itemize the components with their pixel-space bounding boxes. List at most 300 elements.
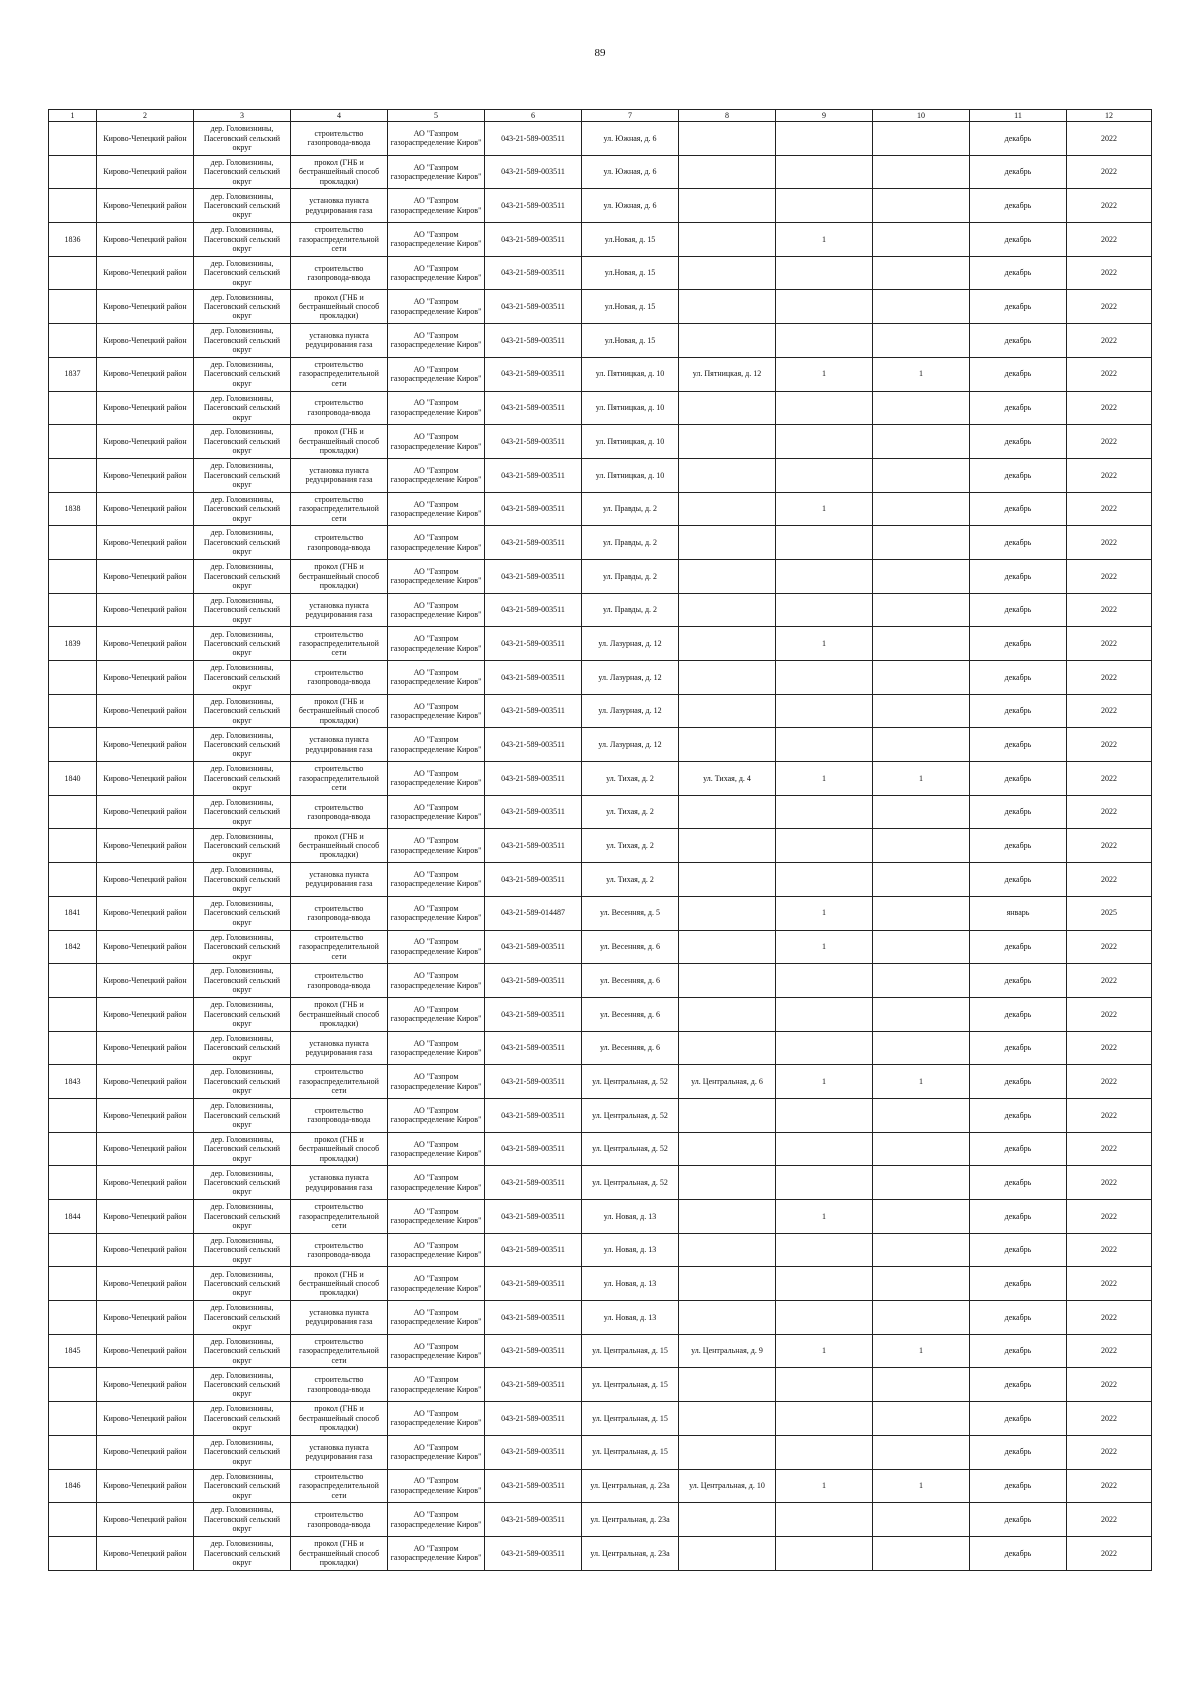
cell-district: Кирово-Чепецкий район	[97, 492, 194, 526]
cell-row-number	[49, 290, 97, 324]
table-body	[49, 122, 1152, 1571]
table-header	[49, 110, 1152, 122]
cell-work-type: прокол (ГНБ и бестраншейный способ прокладки)	[291, 559, 388, 593]
cell-month: декабрь	[970, 1334, 1067, 1368]
cell-work-type: установка пункта редуцирования газа	[291, 1435, 388, 1469]
table-row	[49, 1031, 1152, 1065]
cell-month: декабрь	[970, 559, 1067, 593]
cell-year: 2022	[1067, 863, 1152, 897]
cell-count-a	[776, 1368, 873, 1402]
cell-work-type: строительство газопровода-ввода	[291, 795, 388, 829]
cell-work-type: установка пункта редуцирования газа	[291, 728, 388, 762]
cell-district: Кирово-Чепецкий район	[97, 1267, 194, 1301]
cell-address: ул. Лазурная, д. 12	[582, 728, 679, 762]
cell-work-type: прокол (ГНБ и бестраншейный способ прокладки)	[291, 1267, 388, 1301]
cell-organization: АО "Газпром газораспределение Киров"	[388, 1402, 485, 1436]
cell-row-number	[49, 728, 97, 762]
cell-organization: АО "Газпром газораспределение Киров"	[388, 1301, 485, 1335]
cell-row-number: 1843	[49, 1065, 97, 1099]
cell-year: 2022	[1067, 829, 1152, 863]
cell-row-number	[49, 1503, 97, 1537]
table-row	[49, 1435, 1152, 1469]
cell-organization: АО "Газпром газораспределение Киров"	[388, 526, 485, 560]
cell-address: ул. Весенняя, д. 6	[582, 964, 679, 998]
cell-settlement: дер. Головизнины, Пасеговский сельский округ	[194, 492, 291, 526]
cell-month: декабрь	[970, 458, 1067, 492]
cell-address-2	[679, 1031, 776, 1065]
cell-settlement: дер. Головизнины, Пасеговский сельский округ	[194, 593, 291, 627]
cell-address-2	[679, 122, 776, 156]
cell-address: ул.Новая, д. 15	[582, 223, 679, 257]
cell-year: 2022	[1067, 627, 1152, 661]
cell-year: 2022	[1067, 762, 1152, 796]
cell-address: ул. Центральная, д. 52	[582, 1098, 679, 1132]
cell-count-b	[873, 189, 970, 223]
cell-organization: АО "Газпром газораспределение Киров"	[388, 896, 485, 930]
cell-work-type: установка пункта редуцирования газа	[291, 324, 388, 358]
cell-district: Кирово-Чепецкий район	[97, 593, 194, 627]
cell-program-code: 043-21-589-003511	[485, 1132, 582, 1166]
cell-program-code: 043-21-589-003511	[485, 997, 582, 1031]
cell-year: 2022	[1067, 1435, 1152, 1469]
cell-year: 2022	[1067, 189, 1152, 223]
cell-year: 2022	[1067, 256, 1152, 290]
cell-address-2	[679, 1267, 776, 1301]
cell-year: 2022	[1067, 593, 1152, 627]
cell-settlement: дер. Головизнины, Пасеговский сельский округ	[194, 1267, 291, 1301]
cell-work-type: установка пункта редуцирования газа	[291, 189, 388, 223]
cell-organization: АО "Газпром газораспределение Киров"	[388, 357, 485, 391]
cell-organization: АО "Газпром газораспределение Киров"	[388, 492, 485, 526]
cell-settlement: дер. Головизнины, Пасеговский сельский округ	[194, 728, 291, 762]
cell-count-a	[776, 391, 873, 425]
cell-address-2	[679, 1402, 776, 1436]
cell-count-a	[776, 256, 873, 290]
cell-district: Кирово-Чепецкий район	[97, 1536, 194, 1570]
cell-month: декабрь	[970, 189, 1067, 223]
table-row	[49, 593, 1152, 627]
cell-count-b	[873, 155, 970, 189]
cell-year: 2022	[1067, 694, 1152, 728]
cell-address-2: ул. Центральная, д. 6	[679, 1065, 776, 1099]
cell-work-type: строительство газопровода-ввода	[291, 256, 388, 290]
cell-organization: АО "Газпром газораспределение Киров"	[388, 458, 485, 492]
cell-district: Кирово-Чепецкий район	[97, 728, 194, 762]
cell-row-number: 1846	[49, 1469, 97, 1503]
cell-month: декабрь	[970, 1435, 1067, 1469]
cell-organization: АО "Газпром газораспределение Киров"	[388, 189, 485, 223]
cell-count-a	[776, 189, 873, 223]
cell-program-code: 043-21-589-003511	[485, 1031, 582, 1065]
cell-program-code: 043-21-589-003511	[485, 1166, 582, 1200]
cell-district: Кирово-Чепецкий район	[97, 1233, 194, 1267]
cell-count-b	[873, 1098, 970, 1132]
cell-address-2	[679, 627, 776, 661]
cell-program-code: 043-21-589-003511	[485, 930, 582, 964]
cell-address-2	[679, 1368, 776, 1402]
cell-row-number	[49, 458, 97, 492]
cell-settlement: дер. Головизнины, Пасеговский сельский округ	[194, 1503, 291, 1537]
table-row	[49, 391, 1152, 425]
cell-month: декабрь	[970, 1098, 1067, 1132]
cell-settlement: дер. Головизнины, Пасеговский сельский округ	[194, 1536, 291, 1570]
cell-work-type: прокол (ГНБ и бестраншейный способ прокладки)	[291, 829, 388, 863]
cell-work-type: строительство газораспределительной сети	[291, 627, 388, 661]
cell-address: ул. Южная, д. 6	[582, 122, 679, 156]
cell-row-number: 1842	[49, 930, 97, 964]
table-row	[49, 1368, 1152, 1402]
cell-district: Кирово-Чепецкий район	[97, 997, 194, 1031]
cell-district: Кирово-Чепецкий район	[97, 1402, 194, 1436]
cell-address-2	[679, 559, 776, 593]
cell-program-code: 043-21-589-003511	[485, 1065, 582, 1099]
cell-settlement: дер. Головизнины, Пасеговский сельский округ	[194, 223, 291, 257]
cell-row-number	[49, 122, 97, 156]
cell-address: ул. Тихая, д. 2	[582, 795, 679, 829]
cell-year: 2022	[1067, 1200, 1152, 1234]
cell-work-type: установка пункта редуцирования газа	[291, 458, 388, 492]
column-header-11: 11	[970, 110, 1067, 122]
cell-count-b	[873, 1031, 970, 1065]
cell-address-2	[679, 256, 776, 290]
cell-work-type: прокол (ГНБ и бестраншейный способ прокладки)	[291, 290, 388, 324]
cell-organization: АО "Газпром газораспределение Киров"	[388, 1132, 485, 1166]
cell-count-b	[873, 829, 970, 863]
cell-count-a: 1	[776, 762, 873, 796]
cell-program-code: 043-21-589-003511	[485, 627, 582, 661]
cell-district: Кирово-Чепецкий район	[97, 1469, 194, 1503]
cell-count-a	[776, 829, 873, 863]
cell-year: 2022	[1067, 492, 1152, 526]
cell-address-2	[679, 863, 776, 897]
cell-settlement: дер. Головизнины, Пасеговский сельский округ	[194, 155, 291, 189]
column-header-4: 4	[291, 110, 388, 122]
cell-year: 2022	[1067, 1368, 1152, 1402]
cell-row-number	[49, 1536, 97, 1570]
cell-month: декабрь	[970, 997, 1067, 1031]
cell-address-2	[679, 290, 776, 324]
cell-address-2	[679, 795, 776, 829]
cell-program-code: 043-21-589-003511	[485, 593, 582, 627]
cell-work-type: строительство газопровода-ввода	[291, 122, 388, 156]
cell-row-number	[49, 155, 97, 189]
cell-count-a	[776, 290, 873, 324]
cell-month: декабрь	[970, 425, 1067, 459]
cell-count-a	[776, 1031, 873, 1065]
cell-organization: АО "Газпром газораспределение Киров"	[388, 1233, 485, 1267]
cell-district: Кирово-Чепецкий район	[97, 1031, 194, 1065]
cell-settlement: дер. Головизнины, Пасеговский сельский округ	[194, 1334, 291, 1368]
cell-month: декабрь	[970, 863, 1067, 897]
table-row	[49, 155, 1152, 189]
cell-program-code: 043-21-589-003511	[485, 1536, 582, 1570]
cell-settlement: дер. Головизнины, Пасеговский сельский округ	[194, 290, 291, 324]
table-row	[49, 1503, 1152, 1537]
cell-settlement: дер. Головизнины, Пасеговский сельский округ	[194, 1098, 291, 1132]
cell-row-number	[49, 694, 97, 728]
cell-row-number: 1838	[49, 492, 97, 526]
cell-work-type: установка пункта редуцирования газа	[291, 1166, 388, 1200]
cell-row-number	[49, 795, 97, 829]
table-row	[49, 762, 1152, 796]
cell-count-a	[776, 1267, 873, 1301]
cell-program-code: 043-21-589-003511	[485, 324, 582, 358]
cell-month: декабрь	[970, 391, 1067, 425]
cell-count-b	[873, 425, 970, 459]
cell-row-number	[49, 1368, 97, 1402]
cell-count-a	[776, 1503, 873, 1537]
cell-work-type: строительство газопровода-ввода	[291, 896, 388, 930]
cell-count-a	[776, 728, 873, 762]
cell-district: Кирово-Чепецкий район	[97, 627, 194, 661]
table-row	[49, 829, 1152, 863]
cell-address: ул. Весенняя, д. 6	[582, 1031, 679, 1065]
table-row	[49, 694, 1152, 728]
cell-address: ул. Пятницкая, д. 10	[582, 458, 679, 492]
cell-count-b	[873, 1536, 970, 1570]
cell-year: 2022	[1067, 1334, 1152, 1368]
cell-month: декабрь	[970, 694, 1067, 728]
cell-address-2	[679, 1132, 776, 1166]
cell-program-code: 043-21-589-003511	[485, 1200, 582, 1234]
table-row	[49, 1065, 1152, 1099]
cell-count-b	[873, 1368, 970, 1402]
cell-month: декабрь	[970, 1402, 1067, 1436]
cell-month: декабрь	[970, 290, 1067, 324]
cell-address: ул. Центральная, д. 15	[582, 1435, 679, 1469]
cell-organization: АО "Газпром газораспределение Киров"	[388, 1334, 485, 1368]
cell-count-a	[776, 1098, 873, 1132]
cell-work-type: строительство газопровода-ввода	[291, 526, 388, 560]
cell-count-b	[873, 930, 970, 964]
cell-district: Кирово-Чепецкий район	[97, 795, 194, 829]
cell-district: Кирово-Чепецкий район	[97, 1200, 194, 1234]
cell-work-type: строительство газораспределительной сети	[291, 1200, 388, 1234]
cell-program-code: 043-21-589-003511	[485, 223, 582, 257]
cell-settlement: дер. Головизнины, Пасеговский сельский округ	[194, 1368, 291, 1402]
cell-address-2	[679, 593, 776, 627]
cell-month: декабрь	[970, 1469, 1067, 1503]
cell-address: ул. Новая, д. 13	[582, 1200, 679, 1234]
cell-district: Кирово-Чепецкий район	[97, 1368, 194, 1402]
cell-district: Кирово-Чепецкий район	[97, 762, 194, 796]
cell-count-b	[873, 1402, 970, 1436]
cell-year: 2022	[1067, 1132, 1152, 1166]
cell-count-b	[873, 997, 970, 1031]
cell-program-code: 043-21-589-003511	[485, 357, 582, 391]
cell-year: 2022	[1067, 122, 1152, 156]
cell-month: декабрь	[970, 1200, 1067, 1234]
cell-year: 2022	[1067, 425, 1152, 459]
cell-program-code: 043-21-589-003511	[485, 1368, 582, 1402]
cell-year: 2022	[1067, 223, 1152, 257]
cell-count-a	[776, 795, 873, 829]
cell-count-b: 1	[873, 1469, 970, 1503]
cell-address: ул. Тихая, д. 2	[582, 829, 679, 863]
cell-settlement: дер. Головизнины, Пасеговский сельский округ	[194, 1402, 291, 1436]
cell-address-2	[679, 1166, 776, 1200]
cell-address-2	[679, 458, 776, 492]
cell-program-code: 043-21-589-003511	[485, 694, 582, 728]
cell-count-b	[873, 324, 970, 358]
cell-organization: АО "Газпром газораспределение Киров"	[388, 1031, 485, 1065]
cell-address-2	[679, 1233, 776, 1267]
table-row	[49, 1166, 1152, 1200]
cell-count-a: 1	[776, 930, 873, 964]
cell-count-b	[873, 1301, 970, 1335]
cell-year: 2022	[1067, 526, 1152, 560]
cell-count-b	[873, 1233, 970, 1267]
cell-count-a	[776, 593, 873, 627]
cell-row-number	[49, 559, 97, 593]
cell-address-2	[679, 661, 776, 695]
cell-address-2	[679, 728, 776, 762]
table-row	[49, 997, 1152, 1031]
cell-program-code: 043-21-589-003511	[485, 290, 582, 324]
cell-address: ул. Тихая, д. 2	[582, 863, 679, 897]
cell-count-a: 1	[776, 627, 873, 661]
cell-address: ул. Весенняя, д. 6	[582, 930, 679, 964]
cell-organization: АО "Газпром газораспределение Киров"	[388, 997, 485, 1031]
cell-row-number: 1841	[49, 896, 97, 930]
cell-settlement: дер. Головизнины, Пасеговский сельский округ	[194, 1031, 291, 1065]
column-header-2: 2	[97, 110, 194, 122]
cell-address-2: ул. Центральная, д. 9	[679, 1334, 776, 1368]
cell-district: Кирово-Чепецкий район	[97, 1334, 194, 1368]
header-row	[49, 110, 1152, 122]
cell-district: Кирово-Чепецкий район	[97, 458, 194, 492]
table-row	[49, 795, 1152, 829]
cell-month: декабрь	[970, 357, 1067, 391]
cell-address: ул. Центральная, д. 15	[582, 1368, 679, 1402]
cell-settlement: дер. Головизнины, Пасеговский сельский округ	[194, 1166, 291, 1200]
cell-month: декабрь	[970, 593, 1067, 627]
cell-program-code: 043-21-589-003511	[485, 1435, 582, 1469]
cell-address: ул. Центральная, д. 15	[582, 1334, 679, 1368]
table-row	[49, 324, 1152, 358]
cell-address: ул. Лазурная, д. 12	[582, 694, 679, 728]
column-header-9: 9	[776, 110, 873, 122]
cell-program-code: 043-21-589-003511	[485, 1301, 582, 1335]
cell-district: Кирово-Чепецкий район	[97, 391, 194, 425]
cell-work-type: строительство газопровода-ввода	[291, 1098, 388, 1132]
cell-organization: АО "Газпром газораспределение Киров"	[388, 256, 485, 290]
cell-organization: АО "Газпром газораспределение Киров"	[388, 391, 485, 425]
cell-month: декабрь	[970, 627, 1067, 661]
cell-count-b	[873, 290, 970, 324]
cell-count-b	[873, 1503, 970, 1537]
cell-count-b	[873, 1200, 970, 1234]
cell-program-code: 043-21-589-003511	[485, 863, 582, 897]
cell-address-2	[679, 997, 776, 1031]
cell-month: декабрь	[970, 1267, 1067, 1301]
cell-year: 2022	[1067, 1031, 1152, 1065]
cell-month: январь	[970, 896, 1067, 930]
cell-organization: АО "Газпром газораспределение Киров"	[388, 1368, 485, 1402]
cell-program-code: 043-21-589-003511	[485, 391, 582, 425]
cell-work-type: строительство газораспределительной сети	[291, 762, 388, 796]
cell-row-number	[49, 256, 97, 290]
cell-count-b	[873, 694, 970, 728]
cell-year: 2022	[1067, 324, 1152, 358]
cell-address-2	[679, 1536, 776, 1570]
cell-address: ул. Тихая, д. 2	[582, 762, 679, 796]
table-row	[49, 1200, 1152, 1234]
cell-address-2: ул. Тихая, д. 4	[679, 762, 776, 796]
cell-settlement: дер. Головизнины, Пасеговский сельский округ	[194, 1200, 291, 1234]
cell-district: Кирово-Чепецкий район	[97, 1503, 194, 1537]
cell-work-type: строительство газораспределительной сети	[291, 930, 388, 964]
cell-address-2: ул. Центральная, д. 10	[679, 1469, 776, 1503]
cell-address-2	[679, 1503, 776, 1537]
cell-district: Кирово-Чепецкий район	[97, 930, 194, 964]
cell-program-code: 043-21-589-003511	[485, 728, 582, 762]
cell-count-a: 1	[776, 492, 873, 526]
cell-work-type: установка пункта редуцирования газа	[291, 593, 388, 627]
cell-work-type: прокол (ГНБ и бестраншейный способ прокладки)	[291, 997, 388, 1031]
cell-year: 2022	[1067, 1065, 1152, 1099]
cell-count-a	[776, 526, 873, 560]
cell-program-code: 043-21-589-003511	[485, 1334, 582, 1368]
cell-organization: АО "Газпром газораспределение Киров"	[388, 1435, 485, 1469]
column-header-1: 1	[49, 110, 97, 122]
cell-count-b	[873, 728, 970, 762]
cell-row-number: 1839	[49, 627, 97, 661]
cell-count-b	[873, 1166, 970, 1200]
cell-count-b	[873, 1435, 970, 1469]
cell-address-2	[679, 930, 776, 964]
cell-year: 2022	[1067, 661, 1152, 695]
cell-program-code: 043-21-589-003511	[485, 1233, 582, 1267]
cell-organization: АО "Газпром газораспределение Киров"	[388, 1536, 485, 1570]
page-number: 89	[594, 47, 606, 59]
cell-year: 2022	[1067, 357, 1152, 391]
cell-count-b	[873, 896, 970, 930]
cell-address: ул.Новая, д. 15	[582, 324, 679, 358]
table-row	[49, 964, 1152, 998]
cell-month: декабрь	[970, 122, 1067, 156]
cell-count-b: 1	[873, 762, 970, 796]
cell-program-code: 043-21-589-003511	[485, 492, 582, 526]
cell-month: декабрь	[970, 964, 1067, 998]
cell-organization: АО "Газпром газораспределение Киров"	[388, 324, 485, 358]
cell-address-2: ул. Пятницкая, д. 12	[679, 357, 776, 391]
cell-row-number: 1845	[49, 1334, 97, 1368]
cell-settlement: дер. Головизнины, Пасеговский сельский округ	[194, 1065, 291, 1099]
table-row	[49, 1267, 1152, 1301]
cell-count-b	[873, 391, 970, 425]
cell-work-type: прокол (ГНБ и бестраншейный способ прокладки)	[291, 155, 388, 189]
cell-count-b	[873, 559, 970, 593]
cell-address-2	[679, 829, 776, 863]
cell-district: Кирово-Чепецкий район	[97, 896, 194, 930]
cell-row-number	[49, 425, 97, 459]
cell-organization: АО "Газпром газораспределение Киров"	[388, 593, 485, 627]
table-row	[49, 122, 1152, 156]
cell-count-a: 1	[776, 357, 873, 391]
cell-count-b	[873, 593, 970, 627]
cell-row-number	[49, 1166, 97, 1200]
cell-settlement: дер. Головизнины, Пасеговский сельский округ	[194, 964, 291, 998]
cell-settlement: дер. Головизнины, Пасеговский сельский округ	[194, 1233, 291, 1267]
cell-month: декабрь	[970, 223, 1067, 257]
cell-address-2	[679, 896, 776, 930]
cell-count-a	[776, 964, 873, 998]
cell-organization: АО "Газпром газораспределение Киров"	[388, 290, 485, 324]
table-row	[49, 1334, 1152, 1368]
cell-program-code: 043-21-589-003511	[485, 829, 582, 863]
cell-program-code: 043-21-589-003511	[485, 795, 582, 829]
